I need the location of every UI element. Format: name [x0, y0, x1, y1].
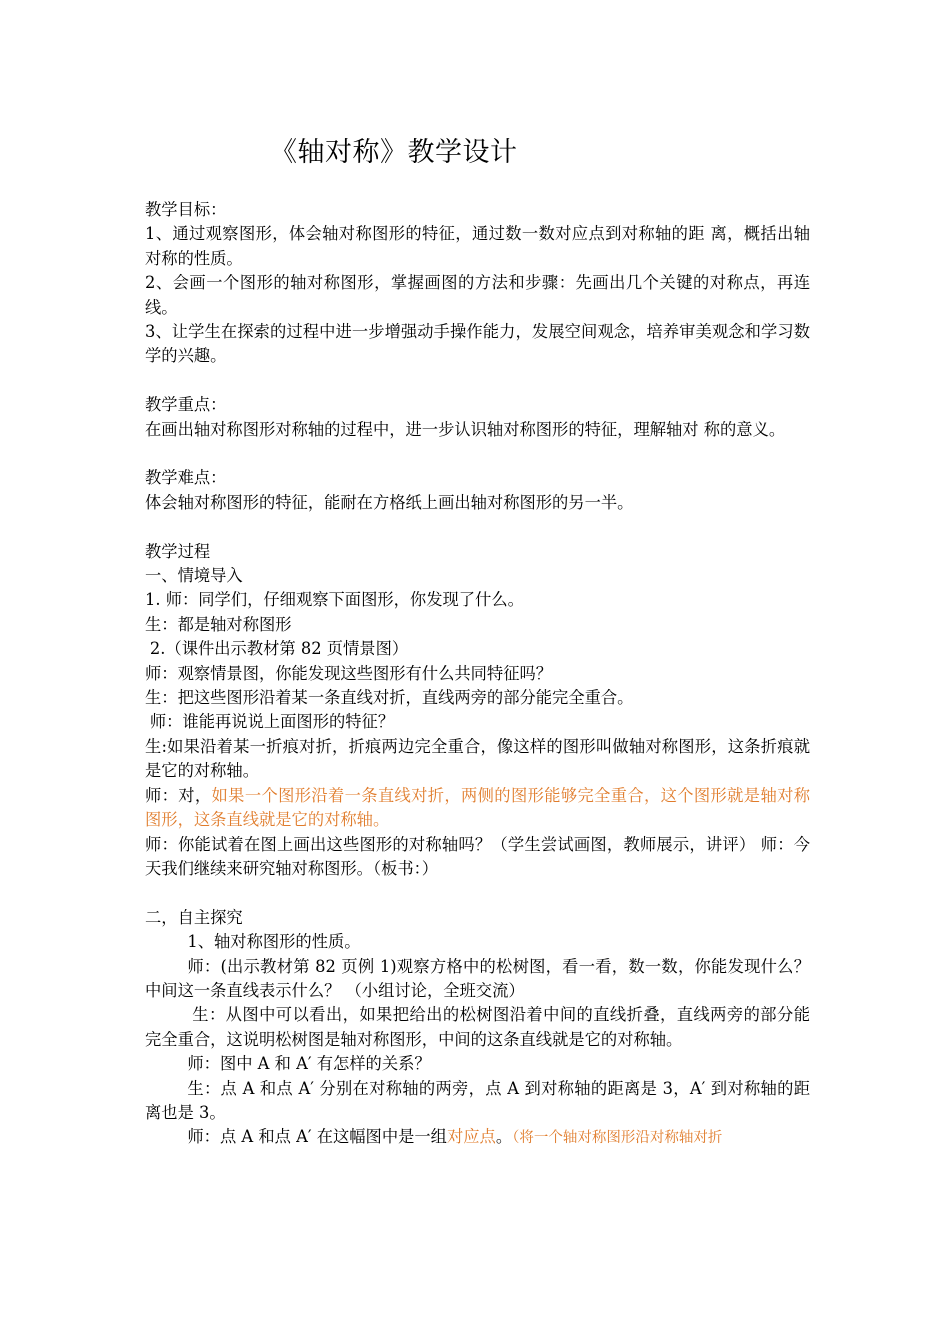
spacer: [145, 442, 810, 466]
section2-line-2: 生：从图中可以看出，如果把给出的松树图沿着中间的直线折叠，直线两旁的部分能完全重合，这说明松树图是轴对称图形，中间的这条直线就是它的对称轴。: [145, 1005, 810, 1049]
section1-line-1: 1. 师：同学们，仔细观察下面图形，你发现了什么。: [145, 590, 524, 610]
section2-final-line: [145, 1125, 810, 1150]
key-point-text: 在画出轴对称图形对称轴的过程中，进一步认识轴对称图形的特征，理解轴对 称的意义。: [145, 419, 786, 439]
section2-line-1: 师：(出示教材第 82 页例 1)观察方格中的松树图，看一看，数一数，你能发现什么？ 中间这一条直线表示什么？ （小组讨论，全班交流）: [145, 956, 810, 1000]
section1-heading: 一、情境导入: [145, 566, 243, 586]
section2-heading: 二，自主探究: [145, 907, 243, 927]
final-note: （将一个轴对称图形沿对称轴对折: [512, 1130, 723, 1147]
section1-last-line: 师：你能试着在图上画出这些图形的对称轴吗？（学生尝试画图，教师展示，讲评） 师：今天我们继续来研究轴对称图形。（板书：）: [145, 834, 810, 878]
section1-line-6: 师：谁能再说说上面图形的特征？: [149, 712, 395, 732]
teacher-definition: [145, 784, 810, 833]
final-prefix: 师：点 A 和点 A′ 在这幅图中是一组: [187, 1127, 447, 1147]
difficulty-heading: 教学难点：: [145, 468, 227, 488]
goals-heading: 教学目标：: [145, 200, 227, 219]
section1-line-2: 生：都是轴对称图形: [145, 614, 292, 634]
section2-line-3: 师：图中 A 和 A′ 有怎样的关系？: [187, 1054, 431, 1074]
spacer: [145, 881, 810, 905]
document-title: 《轴对称》教学设计: [270, 137, 518, 168]
document-body: [145, 198, 810, 1151]
final-dot: 。: [495, 1127, 513, 1147]
goal-item-2: 2、会画一个图形的轴对称图形，掌握画图的方法和步骤：先画出几个关键的对称点，再连线。: [145, 273, 810, 317]
teacher-prefix: 师：对，: [145, 785, 212, 805]
spacer: [145, 369, 810, 393]
section1-line-3: 2.（课件出示教材第 82 页情景图）: [149, 639, 409, 659]
process-heading: 教学过程: [145, 541, 211, 561]
section1-line-4: 师：观察情景图，你能发现这些图形有什么共同特征吗？: [145, 663, 553, 683]
goal-item-3: 3、让学生在探索的过程中进一步增强动手操作能力，发展空间观念，培养审美观念和学习数学的兴趣。: [145, 322, 810, 366]
section1-line-5: 生：把这些图形沿着某一条直线对折，直线两旁的部分能完全重合。: [145, 688, 634, 708]
spacer: [145, 515, 810, 539]
section1-line-7: 生:如果沿着某一折痕对折，折痕两边完全重合，像这样的图形叫做轴对称图形，这条折痕就是它的对称轴。: [145, 736, 810, 781]
section2-subheading: 1、轴对称图形的性质。: [187, 932, 361, 952]
definition-highlight: 如果一个图形沿着一条直线对折，两侧的图形能够完全重合，这个图形就是轴对称图形，这条直线就是它的对称轴。: [145, 785, 810, 830]
difficulty-text: 体会轴对称图形的特征，能耐在方格纸上画出轴对称图形的另一半。: [145, 492, 634, 512]
key-point-heading: 教学重点：: [145, 395, 227, 415]
section2-line-4: 生：点 A 和点 A′ 分别在对称轴的两旁，点 A 到对称轴的距离是 3，A′ 到对称轴的距离也是 3。: [145, 1078, 810, 1122]
goal-item-1: 1、通过观察图形，体会轴对称图形的特征，通过数一数对应点到对称轴的距 离，概括出轴对称的性质。: [145, 224, 810, 268]
corresponding-point-highlight: 对应点: [446, 1127, 496, 1147]
